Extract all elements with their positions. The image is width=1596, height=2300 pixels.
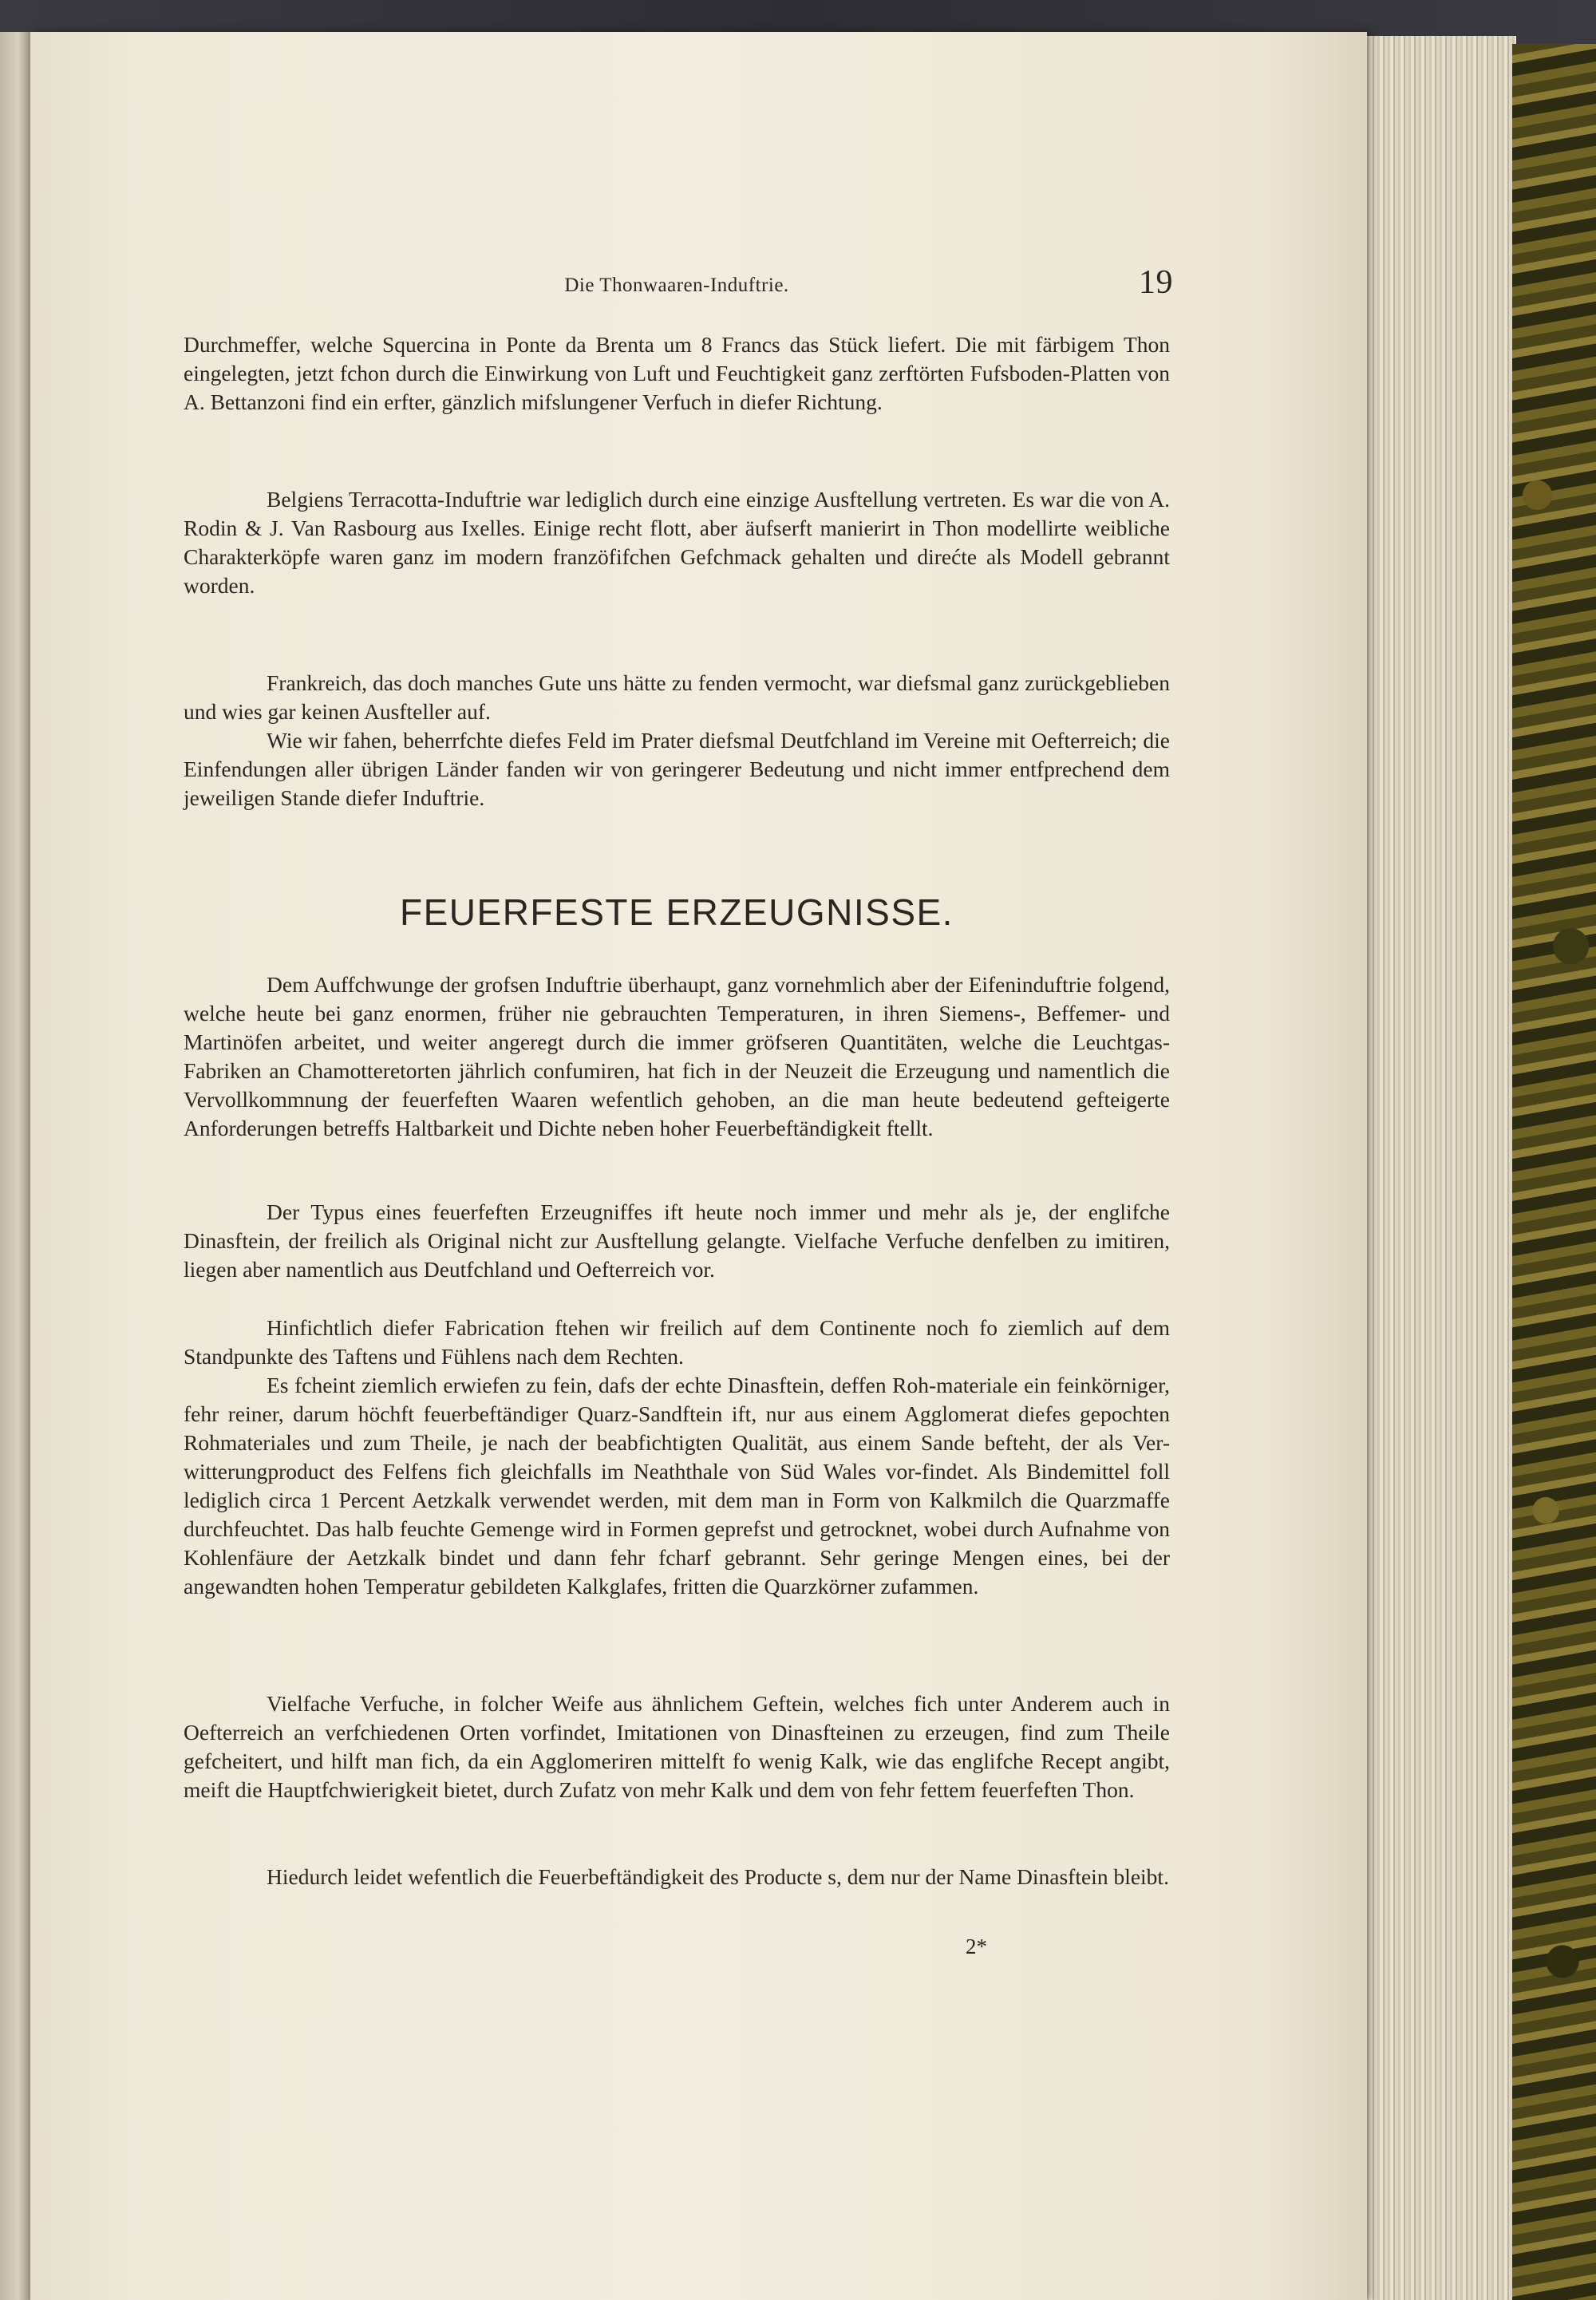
paragraph-squercina: Durchmeffer, welche Squercina in Ponte da Brenta um 8 Francs das Stück liefert. Die mit färbigem Thon eingelegten, jetzt fchon durch die Einwirkung von Luft und Feuchtigkeit ganz zerftörten Fufsboden-Platten von A. Bettanzoni find ein erfter, gänzlich mifslungener Verfuch in diefer Richtung. <box>184 332 1170 414</box>
signature-mark: 2* <box>966 1934 987 1958</box>
running-title: Die Thonwaaren-Induftrie. <box>564 275 789 296</box>
paragraph-hiedurch: Hiedurch leidet wefentlich die Feuerbeftändigkeit des Producte s, dem nur der Name Dinasftein bleibt. <box>267 1864 1169 1889</box>
paragraph-hinsichtlich: Hinfichtlich diefer Fabrication ftehen wir freilich auf dem Continente noch fo ziemlich auf dem Standpunkte des Taftens und Fühlens nach dem Rechten. <box>184 1315 1170 1369</box>
paragraph-typus: Der Typus eines feuerfeften Erzeugniffes ift heute noch immer und mehr als je, der englifche Dinasftein, der freilich als Original nicht zur Ausftellung gelangte. Vielfache Verfuche denfelben zu imitiren, liegen aber namentlich aus Deutfchland und Oefterreich vor. <box>184 1199 1170 1282</box>
paragraph-versuche: Vielfache Verfuche, in folcher Weife aus ähnlichem Geftein, welches fich unter Anderem auch in Oefterreich an verfchiedenen Orten vorfindet, Imitationen von Dinasfteinen zu erzeugen, find zum Theile gefcheitert, und hilft man fich, da ein Agglomeriren mittelft fo wenig Kalk, wie das englifche Recept angibt, meift die Hauptfchwierigkeit bietet, durch Zufatz von mehr Kalk und dem von fehr fettem feuerfeften Thon. <box>184 1691 1170 1802</box>
paragraph-belgiens: Belgiens Terracotta-Induftrie war lediglich durch eine einzige Ausftellung vertreten. Es war die von A. Rodin & J. Van Rasbourg aus Ixelles. Einige recht flott, aber äufserft manierirt in Thon modellirte weibliche Charakterköpfe waren ganz im modern franzöfifchen Gefchmack gehalten und direćte als Modell gebrannt worden. <box>184 487 1170 598</box>
page-number: 19 <box>1139 264 1173 301</box>
page-stack-edge <box>1357 36 1516 2300</box>
section-heading: FEUERFESTE ERZEUGNISSE. <box>400 891 954 933</box>
paragraph-deutschland: Wie wir fahen, beherrfchte diefes Feld im Prater diefsmal Deutfchland im Vereine mit Oefterreich; die Einfendungen aller übrigen Länder fanden wir von geringerer Bedeutung und nicht immer entfprechend dem jeweiligen Stande diefer Induftrie. <box>184 728 1170 810</box>
paragraph-dinasstein: Es fcheint ziemlich erwiefen zu fein, dafs der echte Dinasftein, deffen Roh-materiale ein feinkörniger, fehr reiner, darum höchft feuerbeftändiger Quarz-Sandftein ift, nur aus einem Agglomerat diefes gepochten Rohmateriales und zum Theile, je nach der beabfichtigten Qualität, aus einem Sande befteht, der als Ver-witterungproduct des Felfens fich gleichfalls im Neaththale von Süd Wales vor-findet. Als Bindemittel foll lediglich circa 1 Percent Aetzkalk verwendet werden, mit dem man in Form von Kalkmilch die Quarzmaffe durchfeuchtet. Das halb feuchte Gemenge wird in Formen geprefst und getrocknet, wobei durch Aufnahme von Kohlenfäure der Aetzkalk bindet und dann fehr fcharf gebrannt. Sehr geringe Mengen eines, bei der angewandten hohen Temperatur gebildeten Kalkglafes, fritten die Quarzkörner zufammen. <box>184 1373 1170 1599</box>
paragraph-frankreich: Frankreich, das doch manches Gute uns hätte zu fenden vermocht, war diefsmal ganz zurückgeblieben und wies gar keinen Ausfteller auf. <box>184 670 1170 724</box>
marbled-cover <box>1512 44 1596 2300</box>
paragraph-aufschwung: Dem Auffchwunge der grofsen Induftrie überhaupt, ganz vornehmlich aber der Eifeninduftrie folgend, welche heute bei ganz enormen, früher nie gebrauchten Temperaturen, in ihren Siemens-, Beffemer- und Martinöfen arbeitet, und weiter angeregt durch die immer gröfseren Quantitäten, welche die Leuchtgas-Fabriken an Chamotteretorten jährlich confumiren, hat fich in der Neuzeit die Erzeugung und namentlich die Vervollkommnung der feuerfeften Waaren wefentlich gehoben, an die man heute bedeutend gefteigerte Anforderungen betreffs Haltbarkeit und Dichte neben hoher Feuerbeftändigkeit ftellt. <box>184 972 1170 1140</box>
previous-page-edge <box>0 32 30 2300</box>
book-page <box>30 32 1367 2300</box>
running-head <box>184 264 1173 303</box>
